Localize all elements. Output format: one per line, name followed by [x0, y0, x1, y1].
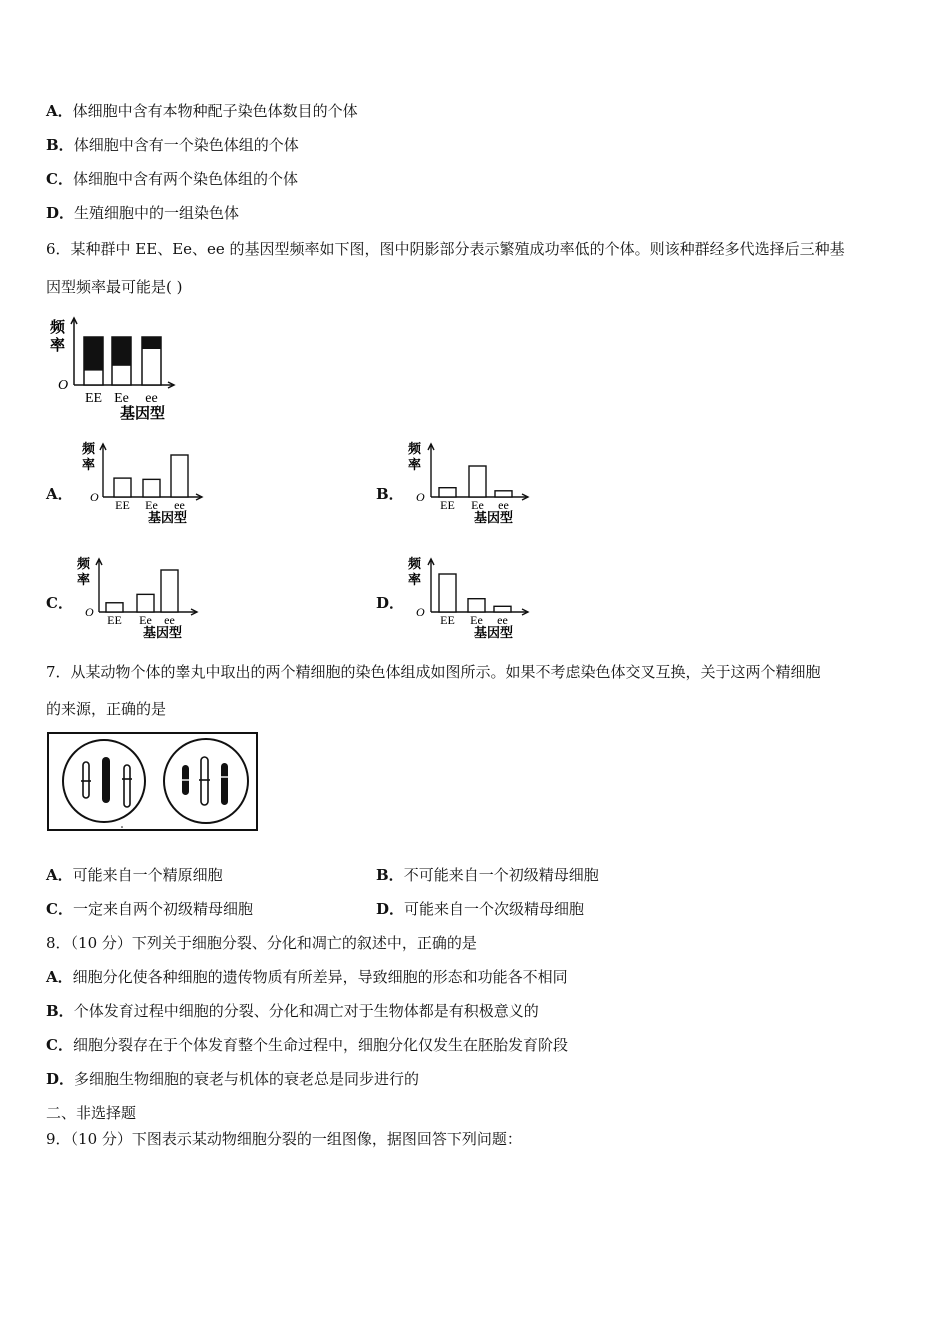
q7-option-a: A．可能来自一个精原细胞	[46, 866, 223, 884]
origin-label: O	[416, 490, 425, 504]
tick-label-EE: EE	[440, 498, 455, 512]
x-axis-label: 基因型	[474, 625, 514, 640]
bar-ee	[161, 570, 178, 612]
q8-option-a: A．细胞分化使各种细胞的遗传物质有所差异，导致细胞的形态和功能各不相同	[46, 968, 568, 986]
x-axis-label: 基因型	[148, 510, 188, 525]
tick-label-ee: ee	[497, 613, 508, 627]
x-axis-label: 基因型	[120, 406, 166, 422]
q6-option-a-chart	[78, 438, 208, 530]
q7-option-d: D．可能来自一个次级精母细胞	[376, 900, 585, 918]
x-axis-label: 基因型	[474, 510, 514, 525]
bar-Ee	[468, 599, 485, 612]
tick-label-ee: ee	[498, 498, 509, 512]
q5-option-d: D．生殖细胞中的一组染色体	[46, 204, 240, 222]
tick-label-Ee: Ee	[145, 498, 158, 512]
bar-Ee	[143, 479, 160, 497]
tick-label-Ee: Ee	[471, 498, 484, 512]
chromosome	[221, 763, 228, 805]
y-axis-label: 频	[408, 441, 422, 456]
y-axis-label: 率	[82, 457, 96, 472]
y-axis-label: 频	[82, 441, 96, 456]
q7-stem-line2: 的来源，正确的是	[46, 700, 167, 718]
q9-stem: 9．（10 分）下图表示某动物细胞分裂的一组图像，据图回答下列问题：	[46, 1130, 522, 1148]
q6-option-b-chart	[404, 438, 534, 530]
q5-option-b: B．体细胞中含有一个染色体组的个体	[46, 136, 299, 154]
bar-EE	[439, 488, 456, 497]
tick-label-Ee: Ee	[139, 613, 152, 627]
bar-EE	[439, 574, 456, 612]
y-axis-label: 频	[50, 320, 66, 336]
q7-option-c: C．一定来自两个初级精母细胞	[46, 900, 253, 918]
bar-shaded-ee	[142, 337, 161, 349]
tick-label-Ee: Ee	[114, 391, 129, 406]
y-axis-label: 率	[77, 572, 91, 587]
q6-stem-line2: 因型频率最可能是( )	[46, 278, 183, 296]
q6-main-chart	[46, 312, 186, 424]
origin-label: O	[85, 605, 94, 619]
q7-stem-line1: 7．从某动物个体的睾丸中取出的两个精细胞的染色体组成如图所示。如果不考虑染色体交叉互换，关于这两个精细胞	[46, 663, 821, 681]
tick-label-ee: ee	[145, 391, 158, 406]
bar-ee	[171, 455, 188, 497]
chromosome	[124, 765, 130, 807]
chromosome	[102, 757, 110, 803]
origin-label: O	[416, 605, 425, 619]
q6-option-a-label: A．	[46, 485, 73, 503]
tick-label-ee: ee	[174, 498, 185, 512]
q7-sperm-cells-figure	[46, 731, 260, 833]
chromosome	[83, 762, 89, 798]
origin-label: O	[90, 490, 99, 504]
y-axis-label: 频	[77, 556, 91, 571]
q8-stem: 8．（10 分）下列关于细胞分裂、分化和凋亡的叙述中，正确的是	[46, 934, 477, 952]
y-axis-label: 频	[408, 556, 422, 571]
q6-option-b-label: B．	[376, 485, 404, 503]
section-heading-non-choice: 二、非选择题	[46, 1104, 137, 1122]
q6-stem-line1: 6．某种群中 EE、Ee、ee 的基因型频率如下图，图中阴影部分表示繁殖成功率低的个体。则该种群经多代选择后三种基	[46, 240, 845, 258]
q6-option-d-label: D．	[376, 594, 405, 612]
tick-label-EE: EE	[107, 613, 122, 627]
origin-label: O	[58, 378, 69, 393]
tick-label-ee: ee	[164, 613, 175, 627]
bar-shaded-Ee	[112, 337, 131, 366]
tick-label-EE: EE	[440, 613, 455, 627]
bar-Ee	[469, 466, 486, 497]
bar-shaded-EE	[84, 337, 103, 371]
q5-option-c: C．体细胞中含有两个染色体组的个体	[46, 170, 298, 188]
bar-ee	[494, 606, 511, 612]
bar-EE	[106, 603, 123, 612]
bar-EE	[114, 478, 131, 497]
y-axis-label: 率	[408, 572, 422, 587]
tick-label-EE: EE	[115, 498, 130, 512]
y-axis-label: 率	[50, 338, 66, 354]
tick-label-EE: EE	[84, 391, 103, 406]
q8-option-c: C．细胞分裂存在于个体发育整个生命过程中，细胞分化仅发生在胚胎发育阶段	[46, 1036, 568, 1054]
chromosome	[201, 757, 208, 805]
bar-Ee	[137, 594, 154, 612]
tick-label-Ee: Ee	[470, 613, 483, 627]
q7-option-b: B．不可能来自一个初级精母细胞	[376, 866, 599, 884]
q5-option-a: A．体细胞中含有本物种配子染色体数目的个体	[46, 102, 358, 120]
bar-ee	[495, 491, 512, 497]
q8-option-d: D．多细胞生物细胞的衰老与机体的衰老总是同步进行的	[46, 1070, 420, 1088]
q6-option-c-label: C．	[46, 594, 73, 612]
q8-option-b: B．个体发育过程中细胞的分裂、分化和凋亡对于生物体都是有积极意义的	[46, 1002, 539, 1020]
q6-option-d-chart	[404, 553, 534, 645]
y-axis-label: 率	[408, 457, 422, 472]
x-axis-label: 基因型	[143, 625, 183, 640]
q6-option-c-chart	[73, 553, 203, 645]
